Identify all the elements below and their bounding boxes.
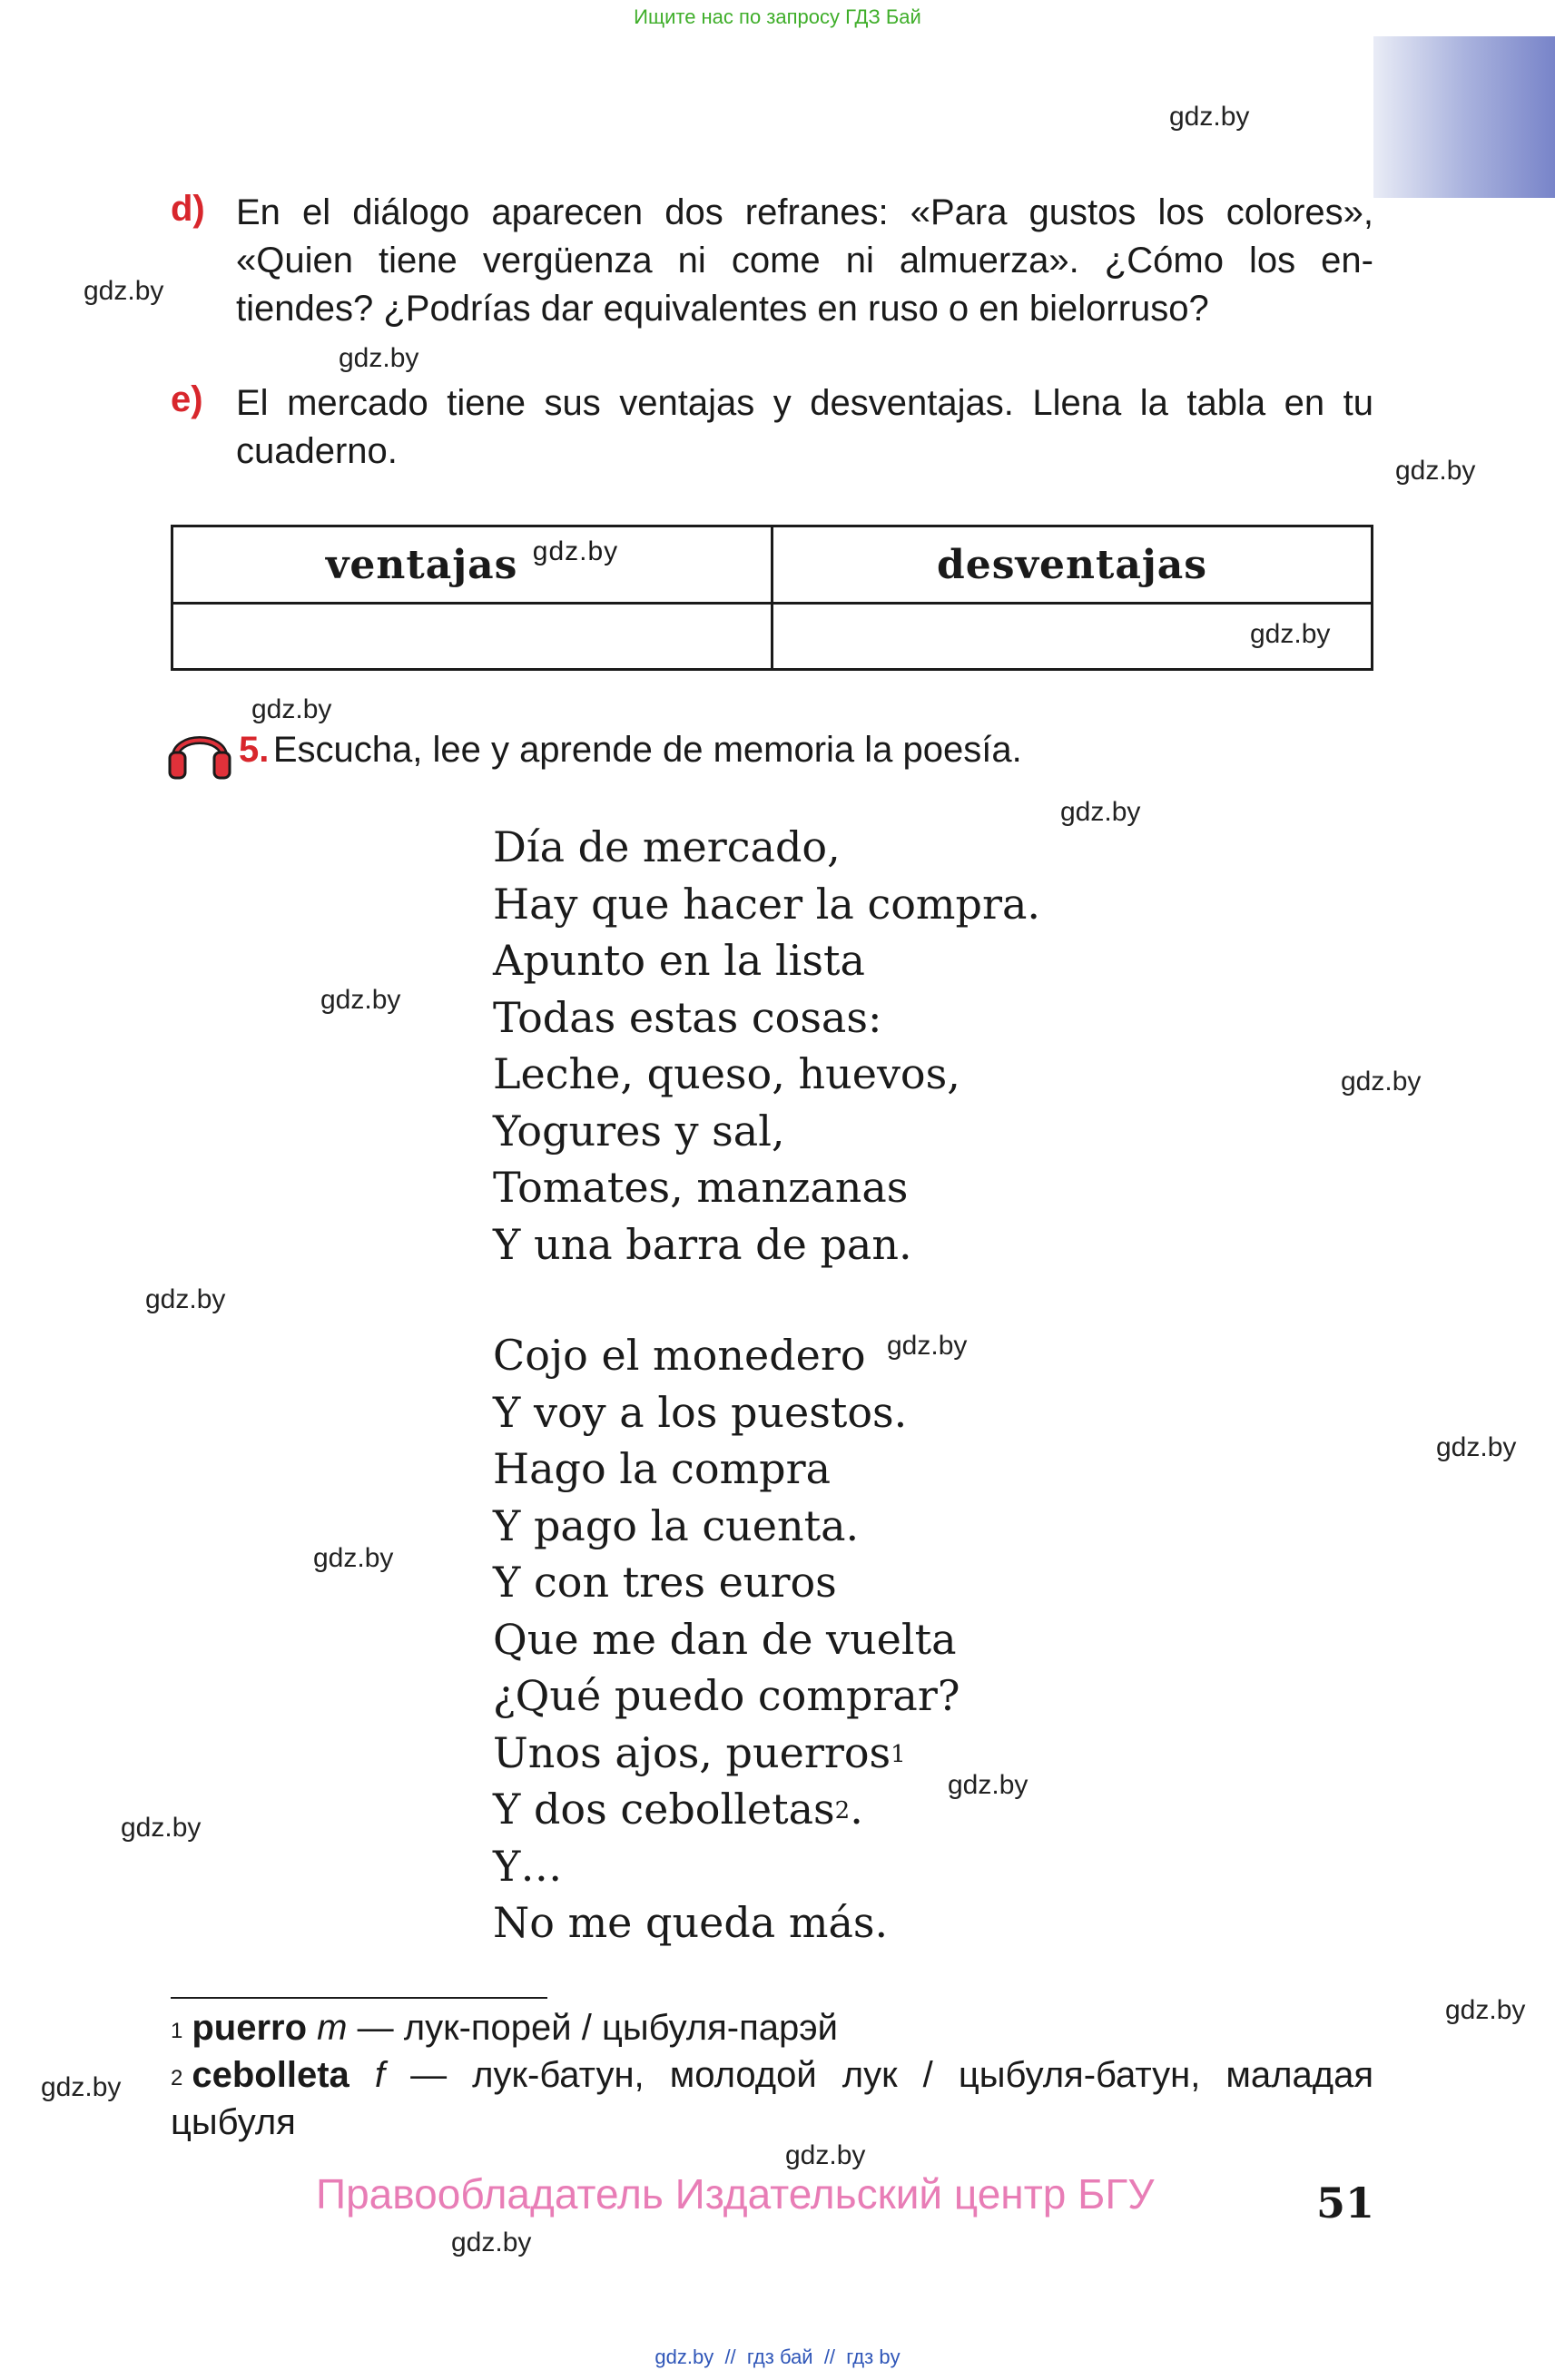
poem-line: Y voy a los puestos. xyxy=(493,1387,908,1437)
watermark: gdz.by xyxy=(251,694,332,724)
footnote-divider xyxy=(171,1997,547,1999)
table-cell-desventajas[interactable] xyxy=(773,604,1373,670)
task-d-letter: d) xyxy=(171,189,205,229)
watermark: gdz.by xyxy=(84,276,164,306)
watermark: gdz.by xyxy=(121,1813,202,1843)
task-5-number: 5. xyxy=(239,730,270,770)
poem-line: Y con tres euros xyxy=(493,1558,837,1607)
footnote-number: 1 xyxy=(171,2019,183,2043)
poem-line: Que me dan de vuelta xyxy=(493,1614,957,1664)
footnote-ref[interactable]: 1 xyxy=(891,1740,906,1768)
footnote-translation: — лук-батун, молодой лук / цыбуля-батун, маладая xyxy=(410,2055,1373,2095)
top-banner[interactable]: Ищите нас по запросу ГДЗ Бай xyxy=(634,5,921,28)
table-header-ventajas xyxy=(172,526,773,604)
footnote-gender: f xyxy=(374,2055,385,2095)
footnote-term: cebolleta xyxy=(192,2055,349,2095)
poem-stanza-1 xyxy=(493,819,1040,1273)
poem-line: Cojo el monedero xyxy=(493,1331,866,1380)
poem-line: Y… xyxy=(493,1841,563,1891)
poem-line: Hago la compra xyxy=(493,1444,831,1493)
watermark: gdz.by xyxy=(948,1770,1028,1800)
bottom-links[interactable]: gdz.by // гдз бай // гдз by xyxy=(654,2346,901,2368)
poem-line xyxy=(493,1781,960,1838)
task-d-line-3: tiendes? ¿Podrías dar equivalentes en ruso o en bielorruso? xyxy=(236,289,1209,329)
watermark: gdz.by xyxy=(887,1331,968,1361)
poem-line: Todas estas cosas: xyxy=(493,992,882,1042)
poem-line: Apunto en la lista xyxy=(493,936,865,985)
footnote-gender: m xyxy=(317,2008,348,2048)
footnote-2-line-2: цыбуля xyxy=(171,2102,296,2142)
corner-tab-decoration xyxy=(1373,36,1555,198)
watermark: gdz.by xyxy=(1341,1067,1422,1097)
poem-line: ¿Qué puedo comprar? xyxy=(493,1671,960,1720)
task-5 xyxy=(239,730,1022,771)
copyright-holder: Правообладатель Издательский центр БГУ xyxy=(316,2170,1155,2218)
footnote-1 xyxy=(171,2004,1373,2051)
poem-line xyxy=(493,1725,960,1782)
page-number: 51 xyxy=(1316,2178,1375,2228)
poem-line-end: . xyxy=(850,1785,863,1834)
watermark: gdz.by xyxy=(320,985,401,1015)
footnote-term: puerro xyxy=(192,2008,308,2048)
watermark: gdz.by xyxy=(532,536,619,566)
watermark: gdz.by xyxy=(1395,456,1476,486)
footnote-translation: — лук-порей / цыбуля-парэй xyxy=(357,2008,839,2048)
footnote-2-line-1 xyxy=(171,2051,1373,2099)
poem-line: Día de mercado, xyxy=(493,822,841,871)
watermark: gdz.by xyxy=(1445,1995,1526,2025)
watermark: gdz.by xyxy=(145,1284,226,1314)
watermark: gdz.by xyxy=(41,2072,122,2102)
footnote-ref[interactable]: 2 xyxy=(834,1797,851,1824)
poem-line-text: Y dos cebolletas xyxy=(493,1785,835,1834)
poem-stanza-2 xyxy=(493,1327,960,1952)
watermark: gdz.by xyxy=(339,343,419,373)
watermark: gdz.by xyxy=(1436,1432,1517,1462)
watermark: gdz.by xyxy=(785,2140,866,2170)
poem-line: Yogures y sal, xyxy=(493,1106,785,1156)
footnote-number: 2 xyxy=(171,2066,183,2090)
advantages-table xyxy=(171,525,1373,671)
poem-line: Tomates, manzanas xyxy=(493,1163,909,1212)
footnote-2 xyxy=(171,2051,1373,2146)
table-header-desventajas: desventajas xyxy=(773,526,1373,604)
watermark: gdz.by xyxy=(451,2228,532,2257)
task-e-line-2: cuaderno. xyxy=(236,431,398,471)
task-e-text xyxy=(236,379,1373,476)
task-d-line-1: En el diálogo aparecen dos refranes: «Para gustos los colores», xyxy=(236,192,1373,232)
poem-line: Leche, queso, huevos, xyxy=(493,1049,960,1098)
header-label: ventajas xyxy=(325,541,518,588)
task-5-instruction: Escucha, lee y aprende de memoria la poesía. xyxy=(272,730,1022,770)
watermark: gdz.by xyxy=(1250,619,1331,649)
headphones-icon xyxy=(168,722,231,780)
poem-line: Y pago la cuenta. xyxy=(493,1500,860,1550)
poem-line: No me queda más. xyxy=(493,1898,889,1947)
task-d-text xyxy=(236,189,1373,333)
poem-line-text: Unos ajos, puerros xyxy=(493,1727,891,1777)
task-e-line-1: El mercado tiene sus ventajas y desventajas. Llena la tabla en tu xyxy=(236,383,1373,423)
table-cell-ventajas[interactable] xyxy=(172,604,773,670)
task-d-line-2: «Quien tiene vergüenza ni come ni almuerza». ¿Cómo los en- xyxy=(236,241,1373,280)
watermark: gdz.by xyxy=(313,1543,394,1573)
poem-line: Hay que hacer la compra. xyxy=(493,879,1041,929)
poem-line: Y una barra de pan. xyxy=(493,1219,912,1269)
watermark: gdz.by xyxy=(1169,102,1250,132)
task-e-letter: e) xyxy=(171,379,203,419)
watermark: gdz.by xyxy=(1060,797,1141,827)
